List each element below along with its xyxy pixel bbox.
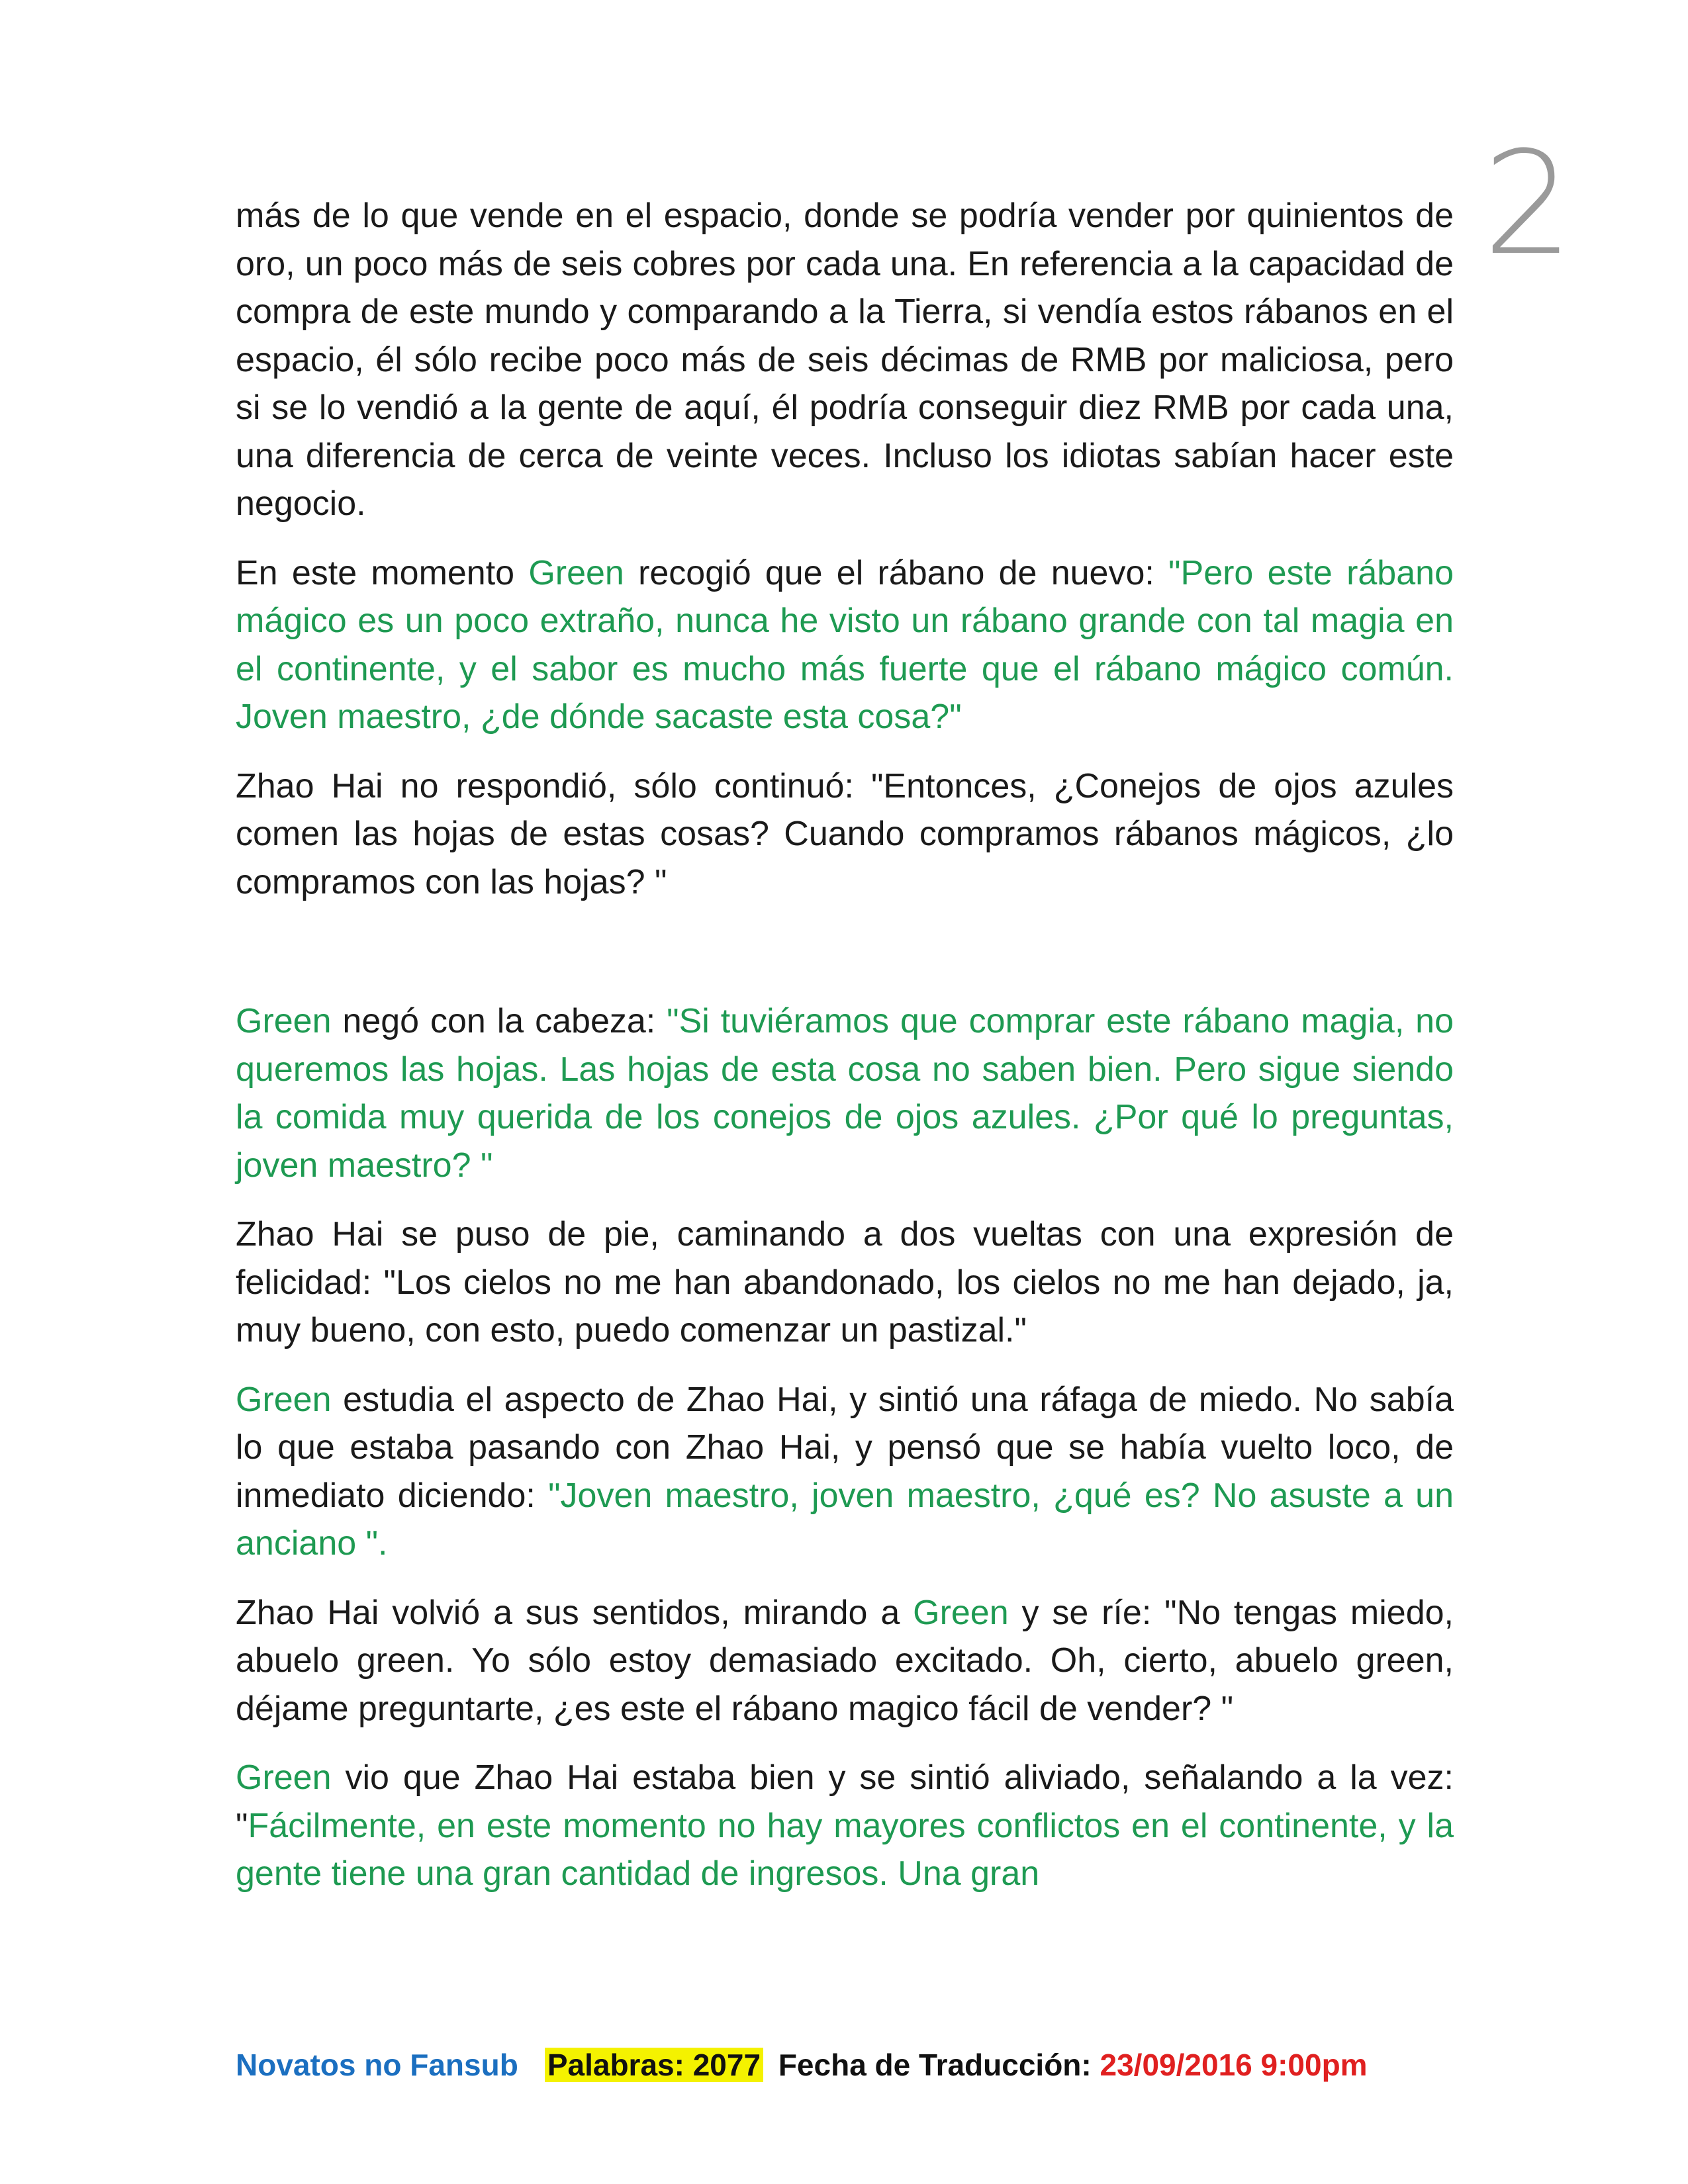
paragraph — [236, 1754, 1454, 1898]
translator-group: Novatos no Fansub — [236, 2048, 518, 2082]
narration-text: negó con la cabeza: — [331, 1002, 667, 1040]
dialogue-text: "Si tuviéramos que comprar este rábano magia, no queremos las hojas. Las hojas de esta cosa no saben bien. Pero sigue siendo la comida muy querida de los conejos de ojos azules. ¿Por qué lo preguntas, joven maestro? " — [236, 1002, 1454, 1185]
translation-date-value: 23/09/2016 9:00pm — [1100, 2048, 1368, 2082]
dialogue-text: Fácilmente, en este momento no hay mayores conflictos en el continente, y la gente tiene una gran cantidad de ingresos. Una gran — [236, 1806, 1454, 1893]
narration-text: y se ríe: "No tengas miedo, abuelo green. Yo sólo estoy demasiado excitado. Oh, cierto, abuelo green, déjame preguntarte, ¿es este el rábano magico fácil de vender? " — [236, 1593, 1454, 1728]
paragraph — [236, 1589, 1454, 1733]
narration-text: Zhao Hai volvió a sus sentidos, mirando a — [236, 1593, 914, 1632]
narration-text: recogió que el rábano de nuevo: — [624, 553, 1169, 592]
footer — [236, 2045, 1368, 2085]
word-count-badge: Palabras: 2077 — [545, 2048, 763, 2082]
paragraph — [236, 997, 1454, 1189]
dialogue-text: Green — [236, 1380, 332, 1419]
dialogue-text: Green — [528, 553, 624, 592]
narration-text: más de lo que vende en el espacio, donde se podría vender por quinientos de oro, un poco más de seis cobres por cada una. En referencia a la capacidad de compra de este mundo y comparando a la Tierra, si vendía estos rábanos en el espacio, él sólo recibe poco más de seis décimas de RMB por maliciosa, pero si se lo vendió a la gente de aquí, él podría conseguir diez RMB por cada una, una diferencia de cerca de veinte veces. Incluso los idiotas sabían hacer este negocio. — [236, 197, 1454, 523]
translation-date-label: Fecha de Traducción: — [778, 2048, 1092, 2082]
narration-text: Zhao Hai no respondió, sólo continuó: "Entonces, ¿Conejos de ojos azules comen las hojas de estas cosas? Cuando compramos rábanos mágicos, ¿lo compramos con las hojas? " — [236, 766, 1454, 901]
page-number: 2 — [1483, 120, 1573, 287]
dialogue-text: "Joven maestro, joven maestro, ¿qué es? No asuste a un anciano ". — [236, 1476, 1454, 1563]
document-body — [236, 192, 1454, 1919]
dialogue-text: Green — [236, 1002, 332, 1040]
narration-text: En este momento — [236, 553, 529, 592]
narration-text: estudia el aspecto de Zhao Hai, y sintió una ráfaga de miedo. No sabía lo que estaba pasando con Zhao Hai, y pensó que se había vuelto loco, de inmediato diciendo: — [236, 1380, 1454, 1515]
dialogue-text: Green — [913, 1593, 1009, 1632]
paragraph — [236, 192, 1454, 528]
paragraph — [236, 762, 1454, 907]
dialogue-text: "Pero este rábano mágico es un poco extraño, nunca he visto un rábano grande con tal magia en el continente, y el sabor es mucho más fuerte que el rábano mágico común. Joven maestro, ¿de dónde sacaste esta cosa?" — [236, 553, 1454, 736]
narration-text: Zhao Hai se puso de pie, caminando a dos vueltas con una expresión de felicidad: "Los cielos no me han abandonado, los cielos no me han dejado, ja, muy bueno, con esto, puedo comenzar un pastizal." — [236, 1215, 1454, 1349]
paragraph — [236, 1376, 1454, 1568]
paragraph — [236, 1210, 1454, 1355]
dialogue-text: Green — [236, 1758, 332, 1797]
narration-text: vio que Zhao Hai estaba bien y se sintió aliviado, señalando a la vez: " — [236, 1758, 1454, 1845]
paragraph — [236, 549, 1454, 741]
